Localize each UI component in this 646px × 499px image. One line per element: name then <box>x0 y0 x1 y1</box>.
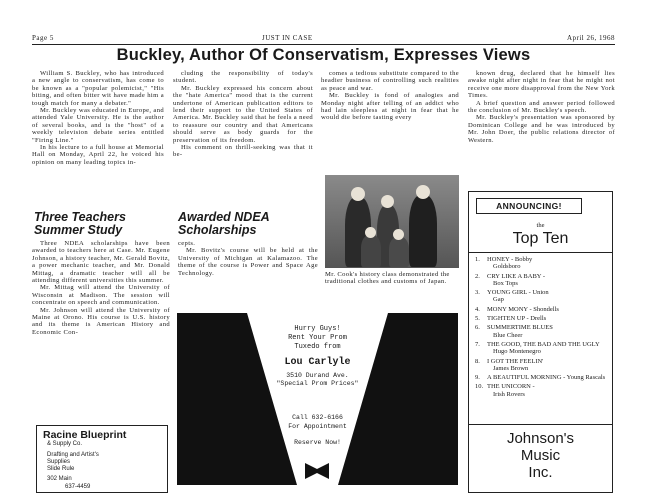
rank-number: 7. <box>475 340 480 348</box>
ndea-column-2 <box>178 240 318 300</box>
paragraph: known drug, declared that he himself lies awake night after night in fear that he might not receive one more disapproval from the New York Times. <box>468 70 615 100</box>
paragraph: Three NDEA scholarships have been awarded to teachers here at Case. Mr. Eugene Johnson, a history teacher, Mr. Gerald Bovitz, a power mechanic teacher, and Mr. Donald Mittag, a dramatic teacher will all be attending different universities this summer. <box>32 240 170 285</box>
list-item <box>475 383 609 398</box>
song-artist: Gap <box>493 296 504 304</box>
rank-number: 8. <box>475 357 480 365</box>
announcing-banner: ANNOUNCING! <box>476 198 582 214</box>
ndea-headline-right: Awarded NDEA Scholarships <box>178 210 270 237</box>
paragraph: comes a tedious substitute compared to the headier business of controlling such realities as peace and war. <box>321 70 459 92</box>
song-title: CRY LIKE A BABY - <box>487 272 546 280</box>
paragraph: cluding the responsibility of today's student. <box>173 70 313 85</box>
story-column-1 <box>32 70 164 166</box>
song-title: YOUNG GIRL - Union <box>487 289 549 297</box>
paragraph: cepts. <box>178 240 196 247</box>
newspaper-page <box>32 33 615 495</box>
paragraph: Mr. Buckley is fond of analogies and Monday night after telling of an addict who had lain sleepless at night in fear that he would die before tasting every <box>321 92 459 122</box>
rank-number: 6. <box>475 324 480 332</box>
song-title: A BEAUTIFUL MORNING - Young Rascals <box>487 374 606 382</box>
list-item <box>475 324 609 339</box>
list-item <box>475 306 609 313</box>
issue-date: April 26, 1968 <box>566 34 615 42</box>
rank-number: 9. <box>475 374 480 382</box>
ad-contact: Call 632-6166 For Appointment <box>288 414 347 430</box>
song-entry <box>487 315 546 322</box>
top-ten-list <box>475 256 609 400</box>
song-entry <box>487 374 605 381</box>
paragraph: Mr. Buckley's presentation was sponsored by Dominican College and he was introduced by Mr. John Doer, the public relations director of Western. <box>468 114 615 144</box>
paragraph: A brief question and answer period followed the conclusion of Mr. Buckley's speech. <box>468 99 615 115</box>
story-column-2 <box>173 70 313 205</box>
song-title: SUMMERTIME BLUES <box>487 324 553 332</box>
top-ten-title: Top Ten <box>512 230 569 247</box>
ad-name: Lou Carlyle <box>284 357 351 368</box>
song-entry <box>487 289 549 304</box>
racine-blueprint-ad <box>36 425 168 493</box>
ad-address: 3510 Durand Ave. "Special Prom Prices" <box>276 372 359 387</box>
rank-number: 10. <box>475 383 484 391</box>
page-title: Buckley, Author Of Conservatism, Expresses Views <box>116 46 531 64</box>
divider <box>469 424 612 425</box>
list-item <box>475 256 609 271</box>
class-photo <box>325 175 459 268</box>
song-title: TIGHTEN UP - Drells <box>487 315 547 323</box>
paragraph: William S. Buckley, who has introduced a new angle to conservatism, has come to be known as a "popular polemicist," "His biting, and often bitter wit have made him a tough match for many a debater." <box>32 70 164 107</box>
paragraph: Mr. Buckley expressed his concern about the "hate America" mood that is the current undertone of American publication editors to lend their support to the United States of America. Mr. Buckley said that he feels a need to reassure our country and that Americans should serve as body guards for the preservation of its freedom. <box>173 84 313 144</box>
lou-carlyle-ad <box>177 313 458 485</box>
list-item <box>475 341 609 356</box>
story-column-3 <box>321 70 459 172</box>
sponsor-name: Johnson's Music Inc. <box>506 430 575 481</box>
song-entry <box>487 341 600 356</box>
song-entry <box>487 358 543 373</box>
rank-number: 5. <box>475 315 480 323</box>
ad-address: 302 Main <box>47 476 72 482</box>
ad-subtitle: & Supply Co. <box>47 441 83 447</box>
ad-name: Racine Blueprint <box>43 429 127 441</box>
list-item <box>475 289 609 304</box>
paper-name: JUST IN CASE <box>262 34 313 42</box>
song-entry <box>487 273 545 288</box>
paragraph: His comment on thrill-seeking was that it be- <box>173 144 313 159</box>
song-artist: James Brown <box>493 364 529 372</box>
paragraph: Mr. Johnson will attend the University of Maine at Orono. His course is U.S. history and its theme is American History and Economic Con- <box>32 306 170 336</box>
song-entry <box>487 256 532 271</box>
song-artist: Goldsboro <box>493 263 521 271</box>
list-item <box>475 273 609 288</box>
song-title: MONY MONY - Shondells <box>487 305 559 313</box>
ad-lines: Hurry Guys! Rent Your Prom Tuxedo from <box>288 325 347 351</box>
song-title: HONEY - Bobby <box>487 256 533 263</box>
song-entry <box>487 324 553 339</box>
song-entry <box>487 383 535 398</box>
the-label: the <box>536 222 545 229</box>
ad-products: Drafting and Artist's Supplies Slide Rule <box>47 452 99 472</box>
ad-phone: 637-4459 <box>65 484 91 490</box>
list-item <box>475 374 609 381</box>
rank-number: 2. <box>475 272 480 280</box>
photo-caption: Mr. Cook's history class demonstrated the traditional clothes and customs of Japan. <box>325 271 450 286</box>
rank-number: 1. <box>475 256 480 263</box>
song-artist: Blue Cheer <box>493 331 523 339</box>
top-ten-box <box>468 191 613 493</box>
paragraph: In his lecture to a full house at Memorial Hall on Monday, April 22, he voiced his opinion on many leading topics in- <box>32 144 164 166</box>
page-header <box>32 33 615 45</box>
song-title: I GOT THE FEELIN' <box>487 357 544 365</box>
song-title: THE UNICORN - <box>487 383 535 391</box>
song-artist: Irish Rovers <box>493 390 525 398</box>
song-artist: Hugo Montenegro <box>493 348 541 356</box>
song-title: THE GOOD, THE BAD AND THE UGLY <box>487 340 600 348</box>
paragraph: Mr. Mittag will attend the University of Wisconsin at Madison. The session will concentrate on speech and communication. <box>32 284 170 307</box>
ad-reserve: Reserve Now! <box>294 439 341 446</box>
song-entry <box>487 306 559 313</box>
divider <box>469 252 612 253</box>
list-item <box>475 358 609 373</box>
paragraph: Mr. Buckley was educated in Europe, and attended Yale University. He is the author of several books, and is the "host" of a weekly television debate series entitled "Firing Line." <box>32 107 164 144</box>
rank-number: 3. <box>475 289 480 297</box>
ndea-headline-left: Three Teachers Summer Study <box>34 210 126 237</box>
list-item <box>475 315 609 322</box>
ndea-column-1 <box>32 240 170 425</box>
page-number: Page 5 <box>32 34 54 42</box>
rank-number: 4. <box>475 305 480 313</box>
paragraph: Mr. Bovitz's course will be held at the University of Michigan at Kalamazoo. The theme of the course is Power and Space Age Technology. <box>178 247 318 277</box>
song-artist: Box Tops <box>493 279 518 287</box>
